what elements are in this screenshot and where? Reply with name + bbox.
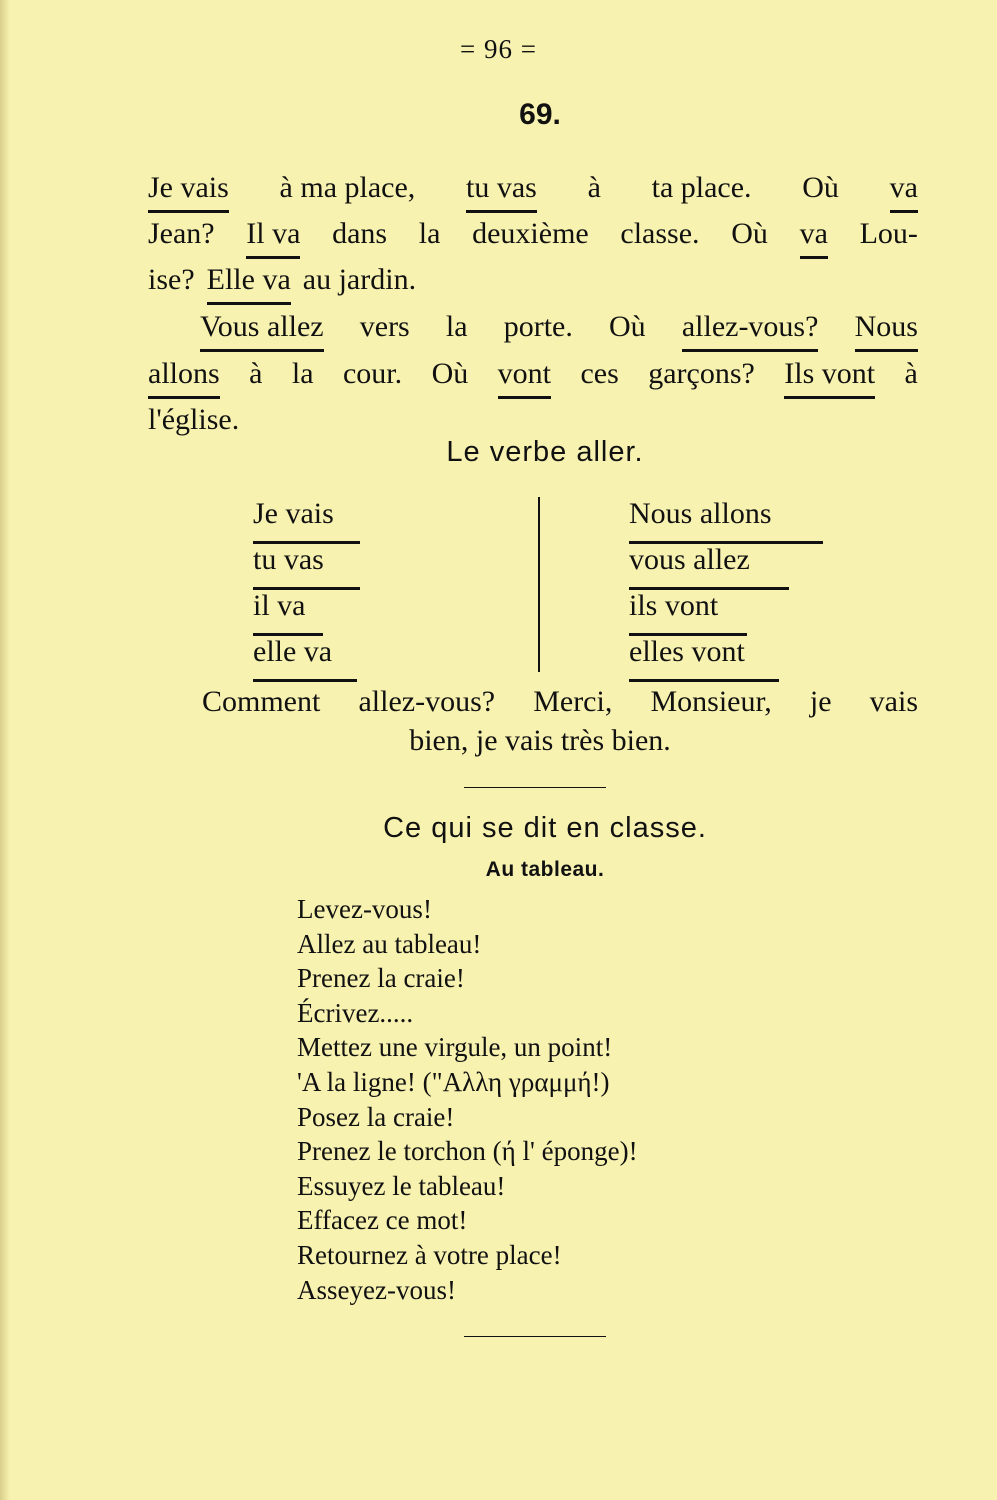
word: à [904,357,918,390]
word: Où [431,357,469,390]
classroom-commands-list [297,892,638,1307]
plural-form: Nous allons [629,495,823,544]
lesson-number: 69. [519,98,561,131]
underlined-verb: allez-vous? [682,307,819,352]
plural-form: ils vont [629,587,747,636]
column-divider [538,497,540,672]
word: classe. [620,217,700,250]
list-item: Allez au tableau! [297,928,482,959]
end-divider [464,1336,606,1337]
paragraph-2-line-2 [148,354,918,399]
word: Où [802,171,839,204]
word: ta place. [651,171,752,204]
singular-column [253,495,360,679]
underlined-verb: va [890,168,918,213]
underlined-verb: Vous allez [200,307,324,352]
word: à [587,171,601,204]
underlined-verb: vont [498,354,551,399]
word: garçons? [648,357,755,390]
underlined-verb: Ils vont [784,354,875,399]
list-item: Posez la craie! [297,1101,455,1132]
word: la [418,217,441,250]
word: Jean? [148,217,215,250]
word: vers [359,310,410,343]
word: au jardin. [302,263,417,296]
word: Monsieur, [650,685,772,718]
word: Merci, [533,685,613,718]
word: à [249,357,263,390]
singular-form: elle va [253,633,357,682]
underlined-verb: allons [148,354,220,399]
word: allez-vous? [358,685,496,718]
section-divider [464,787,606,788]
singular-form: il va [253,587,323,636]
word: deuxième [472,217,589,250]
paragraph-1-line-1 [148,168,918,213]
word: porte. [503,310,573,343]
paragraph-1-line-2 [148,214,918,259]
singular-form: Je vais [253,495,360,544]
plural-form: elles vont [629,633,779,682]
section-subtitle: Au tableau. [485,858,605,881]
word: Où [731,217,768,250]
underlined-verb: tu vas [466,168,537,213]
list-item: Essuyez le tableau! [297,1170,506,1201]
underlined-verb: Il va [246,214,300,259]
paragraph-1-line-3 [148,260,918,305]
word: Où [609,310,646,343]
word: Comment [202,685,321,718]
conjugation-table [253,495,833,680]
page-number: = 96 = [460,34,537,64]
verb-title: Le verbe aller. [446,436,644,468]
list-item: Asseyez-vous! [297,1274,456,1305]
list-item: Effacez ce mot! [297,1205,468,1236]
word: ces [580,357,619,390]
list-item: 'A la ligne! ("Αλλη γραμμή!) [297,1066,610,1097]
dialogue-line-1 [202,682,918,722]
list-item: Levez-vous! [297,894,432,924]
plural-form: vous allez [629,541,789,590]
section-title: Ce qui se dit en classe. [383,812,707,844]
word: ise? [148,263,195,296]
paragraph-2-line-3 [148,400,918,440]
word: je [809,685,832,718]
underlined-verb: Je vais [148,168,229,213]
word: dans [332,217,388,250]
list-item: Prenez le torchon (ή l' éponge)! [297,1136,638,1167]
word: la [291,357,314,390]
paragraph-2-line-1 [200,307,918,352]
word: Lou- [859,217,918,250]
underlined-verb: Nous [855,307,918,352]
singular-form: tu vas [253,541,360,590]
dialogue-line-2: bien, je vais très bien. [409,724,671,757]
list-item: Écrivez..... [297,997,414,1028]
list-item: Retournez à votre place! [297,1239,562,1270]
underlined-verb: va [800,214,828,259]
list-item: Mettez une virgule, un point! [297,1032,613,1063]
word: cour. [342,357,403,390]
list-item: Prenez la craie! [297,963,465,994]
underlined-verb: Elle va [207,260,291,305]
word: vais [869,685,918,718]
word: l'église. [148,403,240,436]
plural-column [629,495,823,679]
word: à ma place, [279,171,416,204]
word: la [445,310,468,343]
